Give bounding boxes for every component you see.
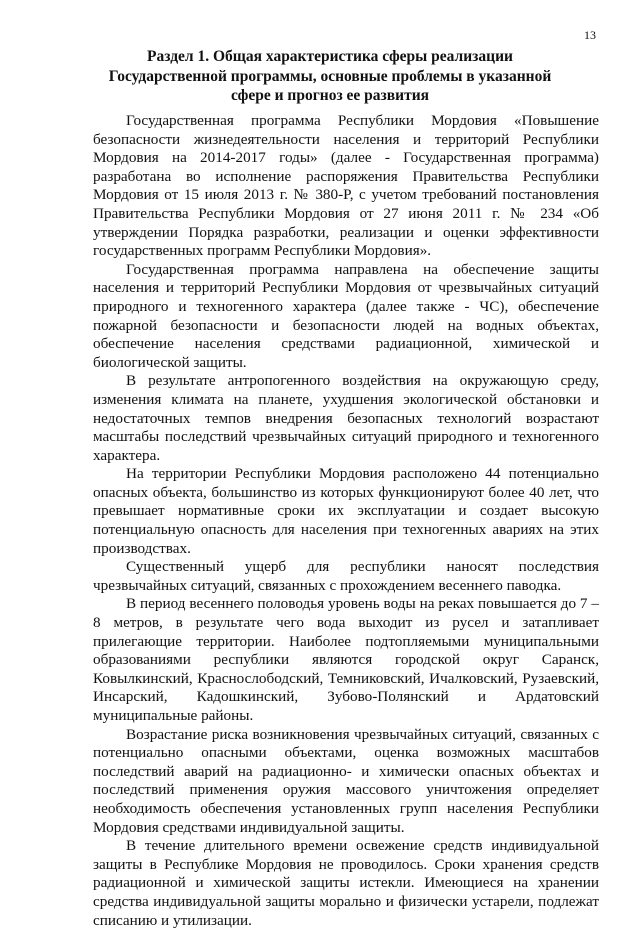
paragraph: В результате антропогенного воздействия на окружающую среду, изменения климата на планете, ухудшения экологической обстановки и недостаточных темпов внедрения безопасных технологий возрастают масштабы последствий чрезвычайных ситуаций природного и техногенного характера. <box>93 372 599 464</box>
paragraph: Возрастание риска возникновения чрезвычайных ситуаций, связанных с потенциально опасными объектами, оценка возможных масштабов последствий аварий на радиационно- и химически опасных объектах и последствий применения оружия массового уничтожения определяет необходимость обеспечения установленных групп населения Республики Мордовия средствами индивидуальной защиты. <box>93 725 599 836</box>
heading-line: Государственной программы, основные проблемы в указанной <box>108 67 552 85</box>
paragraph: Государственная программа направлена на обеспечение защиты населения и территорий Республики Мордовия от чрезвычайных ситуаций природного и техногенного характера (далее также - ЧС), обеспечение пожарной безопасности и безопасности людей на водных объектах, обеспечение населения средствами радиационной, химической и биологической защиты. <box>93 260 599 371</box>
section-heading <box>100 47 560 106</box>
paragraph: Государственная программа Республики Мордовия «Повышение безопасности жизнедеятельности населения и территорий Республики Мордовия на 2014-2017 годы» (далее - Государственная программа) разработана во исполнение распоряжения Правительства Республики Мордовия от 15 июля 2013 г. № 380-Р, с учетом требований постановления Правительства Республики Мордовия от 27 июня 2011 г. № 234 «Об утверждении Порядка разработки, реализации и оценки эффективности государственных программ Республики Мордовия». <box>93 112 599 260</box>
heading-line: Раздел 1. Общая характеристика сферы реализации <box>147 48 513 65</box>
heading-line: сфере и прогноз ее развития <box>230 87 430 104</box>
page-number: 13 <box>584 28 596 42</box>
paragraph: В период весеннего половодья уровень воды на реках повышается до 7 – 8 метров, в результате чего вода выходит из русел и затапливает прилегающие территории. Наиболее подтопляемыми муниципальными образованиями республики являются городской округ Саранск, Ковылкинский, Краснослободский, Темниковский, Ичалковский, Рузаевский, Инсарский, Кадошкинский, Зубово-Полянский и Ардатовский муниципальные районы. <box>93 595 599 724</box>
paragraph: Существенный ущерб для республики наносят последствия чрезвычайных ситуаций, связанных с прохождением весеннего паводка. <box>93 558 599 594</box>
body-text <box>93 112 599 930</box>
paragraph: На территории Республики Мордовия расположено 44 потенциально опасных объекта, большинство из которых функционируют более 40 лет, что превышает нормативные сроки их эксплуатации и создает высокую потенциальную опасность для населения при техногенных авариях на этих производствах. <box>93 465 599 557</box>
paragraph: В течение длительного времени освежение средств индивидуальной защиты в Республике Мордовия не проводилось. Сроки хранения средств радиационной и химической защиты истекли. Имеющиеся на хранении средства индивидуальной защиты морально и физически устарели, подлежат списанию и утилизации. <box>93 837 599 929</box>
